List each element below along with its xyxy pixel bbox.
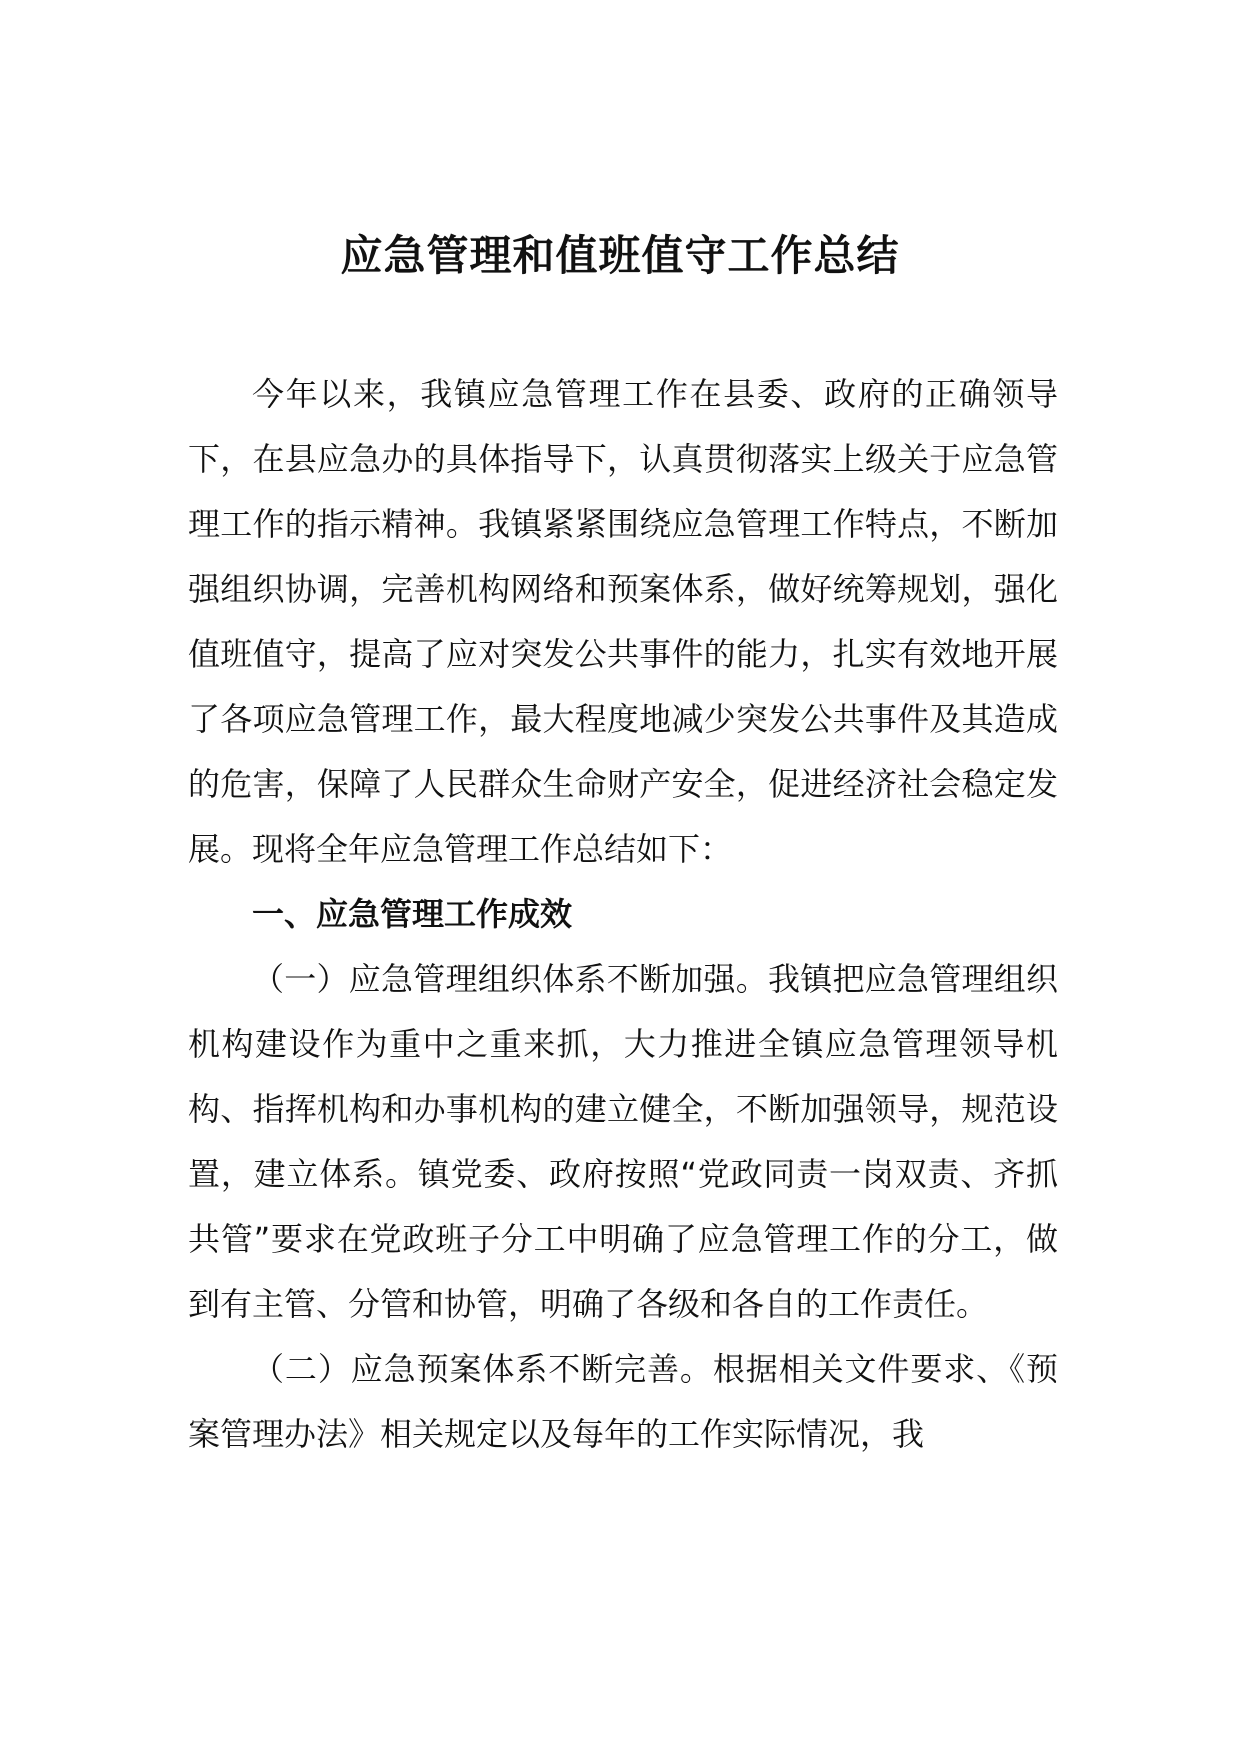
intro-paragraph: 今年以来，我镇应急管理工作在县委、政府的正确领导下，在县应急办的具体指导下，认真贯彻落实上级关于应急管理工作的指示精神。我镇紧紧围绕应急管理工作特点，不断加强组织协调，完善机构网络和预案体系，做好统筹规划，强化值班值守，提高了应对突发公共事件的能力，扎实有效地开展了各项应急管理工作，最大程度地减少突发公共事件及其造成的危害，保障了人民群众生命财产安全，促进经济社会稳定发展。现将全年应急管理工作总结如下：: [188, 375, 1058, 868]
paragraph-organization-system: （一）应急管理组织体系不断加强。我镇把应急管理组织机构建设作为重中之重来抓，大力推进全镇应急管理领导机构、指挥机构和办事机构的建立健全，不断加强领导，规范设置，建立体系。镇党委、政府按照“党政同责一岗双责、齐抓共管”要求在党政班子分工中明确了应急管理工作的分工，做到有主管、分管和协管，明确了各级和各自的工作责任。: [188, 960, 1058, 1323]
document-title: 应急管理和值班值守工作总结: [340, 231, 900, 280]
paragraph-emergency-plan-system: （二）应急预案体系不断完善。根据相关文件要求、《预案管理办法》相关规定以及每年的工作实际情况，我: [188, 1350, 1058, 1453]
document-body: [188, 362, 1058, 1467]
section-heading-achievements: 一、应急管理工作成效: [252, 895, 573, 933]
